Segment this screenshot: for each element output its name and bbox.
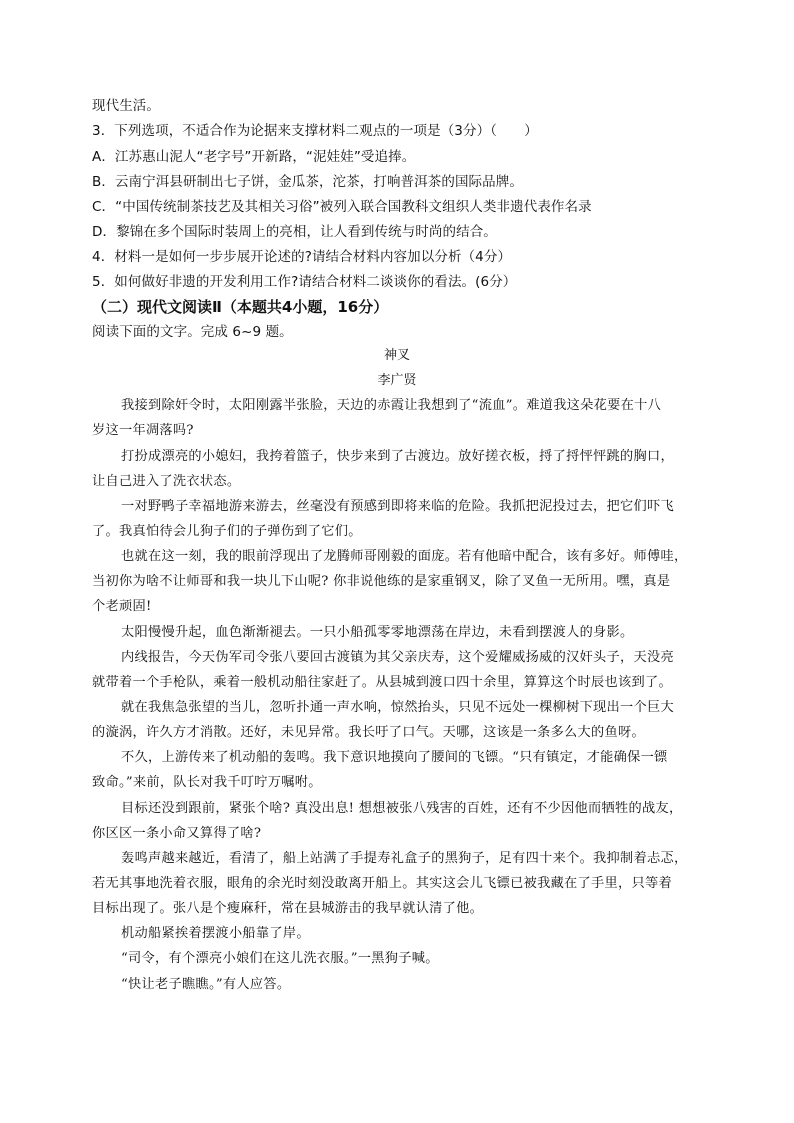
story-paragraph-line: 目标还没到跟前，紧张个啥? 真没出息! 想想被张八残害的百姓，还有不少因他而牺牲的战友， <box>121 801 683 816</box>
option-c: C．“中国传统制茶技艺及其相关习俗”被列入联合国教科文组织人类非遗代表作名录 <box>92 199 592 215</box>
question-4: 4．材料一是如何一步步展开论述的?请结合材料内容加以分析（4分） <box>92 249 512 265</box>
story-paragraph-line: 不久，上游传来了机动船的轰鸣。我下意识地摸向了腰间的飞镖。“只有镇定，才能确保一镖 <box>121 750 668 765</box>
option-d: D．黎锦在多个国际时装周上的亮相，让人看到传统与时尚的结合。 <box>92 224 497 240</box>
story-paragraph-line: 就带着一个手枪队，乘着一般机动船往家赶了。从县城到渡口四十余里，算算这个时辰也该到了。 <box>92 675 672 690</box>
story-paragraph-line: 目标出现了。张八是个瘦麻秆，常在县城游击的我早就认清了他。 <box>92 901 484 916</box>
story-paragraph-line: 我接到除奸令时，太阳刚露半张脸，天边的赤霞让我想到了“流血”。难道我这朵花要在十八 <box>121 398 662 413</box>
story-paragraph-line: 岁这一年凋落吗? <box>92 423 194 438</box>
story-paragraph-line: 致命。”来前，队长对我千叮咛万嘱咐。 <box>92 775 322 790</box>
option-b: B．云南宁洱县研制出七子饼，金瓜茶，沱茶，打响普洱茶的国际品牌。 <box>92 174 523 190</box>
story-paragraph-line: 就在我焦急张望的当儿，忽听扑通一声水响，惊然抬头，只见不远处一棵柳树下现出一个巨大 <box>121 700 674 715</box>
story-paragraph-line: 轰鸣声越来越近，看清了，船上站满了手提寿礼盒子的黑狗子，足有四十来个。我抑制着忐忑， <box>121 851 688 866</box>
story-paragraph-line: 机动船紧挨着摆渡小船靠了岸。 <box>121 926 310 941</box>
story-paragraph-line: 当初你为啥不让师哥和我一块儿下山呢? 你非说他练的是家重钢叉，除了叉鱼一无所用。嘿，真是 <box>92 574 671 589</box>
question-continuation: 现代生活。 <box>92 98 160 114</box>
story-paragraph-line: 个老顽固! <box>92 599 152 614</box>
story-paragraph-line: 一对野鸭子幸福地游来游去，丝毫没有预感到即将来临的危险。我抓把泥投过去，把它们吓飞 <box>121 499 674 514</box>
question-3: 3．下列选项，不适合作为论据来支撑材料二观点的一项是（3分）（ ） <box>92 123 538 139</box>
story-author: 李广贤 <box>377 373 417 388</box>
story-paragraph-line: 让自己进入了洗衣状态。 <box>92 474 241 489</box>
section-title: （二）现代文阅读Ⅱ（本题共4小题，16分） <box>92 298 389 316</box>
story-paragraph-line: 打扮成漂亮的小媳妇，我挎着篮子，快步来到了古渡边。放好搓衣板，捋了捋怦怦跳的胸口， <box>121 449 674 464</box>
story-title: 神叉 <box>383 348 410 363</box>
option-a: A．江苏惠山泥人“老字号”开新路，“泥娃娃”受追捧。 <box>92 149 416 165</box>
section-instruction: 阅读下面的文字。完成 6~9 题。 <box>92 324 293 340</box>
story-dialogue-line: “快让老子瞧瞧。”有人应答。 <box>121 977 291 992</box>
story-paragraph-line: 太阳慢慢升起，血色渐渐褪去。一只小船孤零零地漂荡在岸边，未看到摆渡人的身影。 <box>121 625 634 640</box>
story-paragraph-line: 你区区一条小命又算得了啥? <box>92 826 262 841</box>
story-paragraph-line: 的漩涡，许久方才消散。还好，未见异常。我长吁了口气。天哪，这该是一条多么大的鱼呀。 <box>92 725 645 740</box>
story-dialogue-line: “司令，有个漂亮小娘们在这儿洗衣服。”一黑狗子喊。 <box>121 951 439 966</box>
story-paragraph-line: 了。我真怕待会儿狗子们的子弹伤到了它们。 <box>92 524 362 539</box>
story-paragraph-line: 也就在这一刻，我的眼前浮现出了龙腾师哥刚毅的面庞。若有他暗中配合，该有多好。师傅哇， <box>121 549 688 564</box>
story-paragraph-line: 若无其事地洗着衣服，眼角的余光时刻没敢离开船上。其实这会儿飞镖已被我藏在了手里，只等着 <box>92 876 672 891</box>
story-paragraph-line: 内线报告，今天伪军司令张八要回古渡镇为其父亲庆寿，这个爱耀威扬威的汉奸头子，天没亮 <box>121 650 674 665</box>
question-5: 5．如何做好非遗的开发利用工作?请结合材料二谈谈你的看法。(6分） <box>92 274 517 290</box>
